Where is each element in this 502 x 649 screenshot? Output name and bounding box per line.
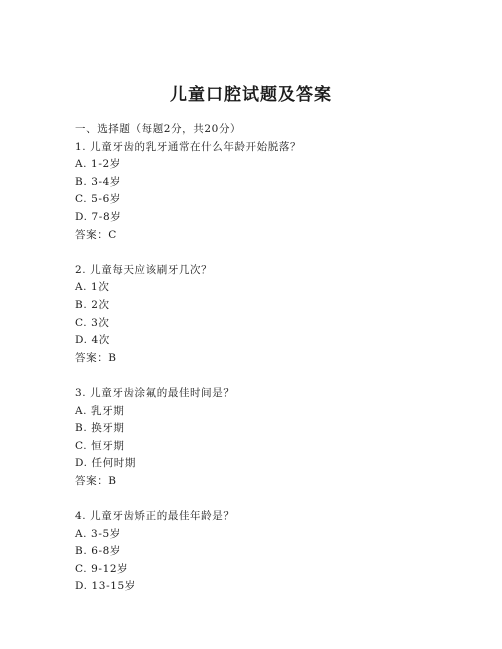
option-b: B. 2次 xyxy=(75,298,110,311)
question-block-1 xyxy=(75,139,475,245)
option-a: A. 1-2岁 xyxy=(75,158,121,171)
option-b: B. 换牙期 xyxy=(75,422,125,435)
question-block-3 xyxy=(75,385,475,491)
question-text: 1. 儿童牙齿的乳牙通常在什么年龄开始脱落？ xyxy=(75,140,302,153)
answer-line: 答案：B xyxy=(75,351,117,364)
spacer xyxy=(75,367,475,385)
option-b: B. 3-4岁 xyxy=(75,175,121,188)
option-b: B. 6-8岁 xyxy=(75,545,121,558)
answer-line: 答案：C xyxy=(75,228,117,241)
option-a: A. 乳牙期 xyxy=(75,404,125,417)
option-a: A. 1次 xyxy=(75,281,110,294)
option-c: C. 3次 xyxy=(75,316,110,329)
spacer xyxy=(75,244,475,262)
question-text: 3. 儿童牙齿涂氟的最佳时间是？ xyxy=(75,386,235,399)
option-c: C. 5-6岁 xyxy=(75,193,121,206)
section-heading: 一、选择题（每题2分，共20分） xyxy=(75,123,242,135)
question-text: 2. 儿童每天应该刷牙几次？ xyxy=(75,263,213,276)
spacer xyxy=(75,490,475,508)
option-a: A. 3-5岁 xyxy=(75,527,121,540)
question-text: 4. 儿童牙齿矫正的最佳年龄是？ xyxy=(75,510,235,523)
document-title: 儿童口腔试题及答案 xyxy=(170,85,332,105)
question-block-4 xyxy=(75,508,475,596)
option-c: C. 恒牙期 xyxy=(75,439,125,452)
option-d: D. 7-8岁 xyxy=(75,210,122,223)
document-body xyxy=(75,121,475,596)
option-d: D. 任何时期 xyxy=(75,457,136,470)
option-d: D. 13-15岁 xyxy=(75,580,136,593)
question-block-2 xyxy=(75,262,475,368)
option-d: D. 4次 xyxy=(75,334,110,347)
answer-line: 答案：B xyxy=(75,474,117,487)
option-c: C. 9-12岁 xyxy=(75,562,129,575)
